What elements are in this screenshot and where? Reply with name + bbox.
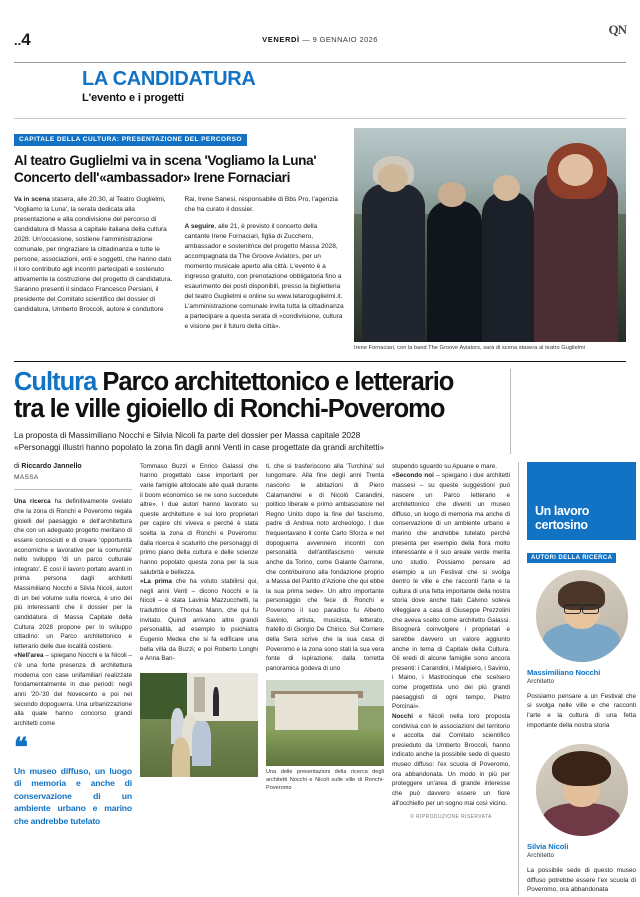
sidebar-person2-role: Architetto xyxy=(527,852,554,860)
sidebar-separator xyxy=(527,730,636,744)
col1-lead2: «Nell'area xyxy=(14,652,44,660)
article2-col4-p1: stupendo sguardo su Apuane e mare. xyxy=(392,462,498,470)
photo3-building xyxy=(275,694,358,734)
section-rule xyxy=(14,118,626,119)
article2-body-grid xyxy=(14,462,636,895)
col1-text: ha definitivamente svelato che la zona di Ronchi e Poveromo regala gioielli del paesaggio e dell'architettura che con un adeguato progetto meritano di essere conosciuti e di creare 'opportunità economiche e lavorative per la comunità' nello sviluppo 'di un parco culturale integrato'. E così il lavoro portato avanti in prima persona dagli architetti Massimiliano Nocchi e Silvia Nicoli, autori di un bel volume sulla ricerca, è uno dei più interessanti che il dossier per la candidatura di Massa Capitale della Cultura 2028 propone per lo sviluppo cittadino: un Parco architettonico e letterario delle due località costiere. xyxy=(14,498,132,650)
article2-photo-villa xyxy=(266,680,384,766)
sidebar-person2-name: Silvia Nicoli xyxy=(527,842,569,852)
photo1-figure-3 xyxy=(482,192,534,342)
photo2-person-5 xyxy=(172,737,190,777)
article2-column-3 xyxy=(266,462,384,895)
article1-body xyxy=(14,195,344,332)
article-teatro-guglielmi xyxy=(14,128,626,352)
article1-p2-lead: A seguire xyxy=(184,223,215,231)
section-title: LA CANDIDATURA xyxy=(82,68,256,90)
article2-headline xyxy=(14,369,502,422)
sidebar-person-1 xyxy=(527,570,636,730)
article2-kicker: Cultura xyxy=(14,368,97,397)
photo3-grass xyxy=(266,730,384,766)
article1-p1-lead: Va in scena xyxy=(14,196,50,204)
photo1-head-2 xyxy=(438,182,465,208)
avatar2-top xyxy=(543,803,620,836)
sidebar-tag: AUTORI DELLA RICERCA xyxy=(527,553,616,563)
article2-top-rule xyxy=(14,361,626,362)
photo1-head-4 xyxy=(558,154,593,186)
photo2-person-4 xyxy=(192,721,211,767)
rail-header-spacer xyxy=(510,369,628,453)
photo1-figure-1 xyxy=(362,184,425,342)
sidebar-person1-quote: Possiamo pensare a un Festival che si svolga nelle ville e che racconti l'arte e la cultura di una fetta importante della nostra storia xyxy=(527,692,636,729)
sidebar-person1-role: Architetto xyxy=(527,677,554,685)
avatar-massimiliano-nocchi xyxy=(536,570,628,662)
section-header xyxy=(14,63,626,110)
article1-headline-line2: Concerto dell'«ambassador» Irene Fornaciari xyxy=(14,169,291,185)
article2-column-1 xyxy=(14,462,132,895)
col4-text-c: e Nicoli nella loro proposta condivisa con le associazioni del territorio e accolta dal Comitato scientifico presieduto da Umberto Broccoli, hanno indicato anche la possibile sede di questo museo diffuso: l'ex scuola di Poveromo, ora abbandonata. Un modo in più per proteggere un'area di grande interesse che può davvero essere un fiore all'occhiello per un sogno mai così vicino. xyxy=(392,712,510,807)
byline-author: Riccardo Jannello xyxy=(21,462,82,470)
article2-col2-p2 xyxy=(140,577,258,664)
article1-tag: CAPITALE DELLA CULTURA: PRESENTAZIONE DEL PERCORSO xyxy=(14,134,247,146)
sidebar-title-box xyxy=(527,462,636,540)
photo2-door xyxy=(194,677,205,712)
sidebar-title-line2: certosino xyxy=(535,517,588,532)
article2-column-2 xyxy=(140,462,258,895)
avatar1-shirt xyxy=(543,623,620,662)
masthead-date-sep: — xyxy=(302,34,311,44)
col1-text-b: – spiegano Nocchi e la Nicoli – c'è una forte presenza di architettura moderna con case unifamiliari realizzate fondamentalmente in due periodi: negli anni '20-'30 del Novecento e poi nel secondo dopoguerra. Una urbanizzazione alla quale hanno concorso grandi architetti come xyxy=(14,652,132,727)
pullquote-text: Un museo diffuso, un luogo di memoria e anche di conservazione di un ambiente urbano e marino che andrebbe tutelato xyxy=(14,765,132,826)
article1-headline-line1: Al teatro Guglielmi va in scena 'Vogliamo la Luna' xyxy=(14,153,317,168)
sidebar-person-2 xyxy=(527,744,636,895)
article2-subhead xyxy=(14,429,502,453)
sidebar-authors xyxy=(518,462,636,895)
article2-col2-p1: Tommaso Buzzi e Enrico Galassi che hanno progettato case importanti per varie famiglie altolocate alle quali durante il boom economico se ne sono succedute altre». I due autori hanno lavorato su queste architetture e sui loro proprietari per capire chi viveva e perché è stata scelta la zona di Ronchi e Poveromo: dalla ricerca è scaturito che personaggi di primo piano della cultura e delle scienze hanno popolato questa zona per la sua salubrità e bellezza. xyxy=(140,462,258,576)
col4-text-b: – spiegano i due architetti massesi – su queste suggestioni può nascere un Parco letterario e architettonico che diventi un museo diffuso, un luogo di memoria ma anche di conservazione di un ambiente urbano e marino che andrebbe tutelato perché presenta per esempio della flora molto interessante e il suo areale verde merita uno studio. Possiamo pensare ad esempio a un Festival che si svolga dentro le ville e che racconti l'arte e la cultura di una fetta importante della nostra storia dove anche Italo Calvino soleva villeggiare a casa di Giuseppe Prezzolini che aveva scelto come architetto Galassi. Bisognerà coinvolgere i proprietari e sarebbe davvero un valore aggiunto anche in tema di Capitale della Cultura. Gli eredi di alcune famiglie sono ancora presenti: i Carandini, i Malipiero, i Savinio, i Maino, i Mastrocinque che scelsero come progettista uno dei più grandi paesaggisti di ogni tempo, Pietro Porcinai». xyxy=(392,472,510,711)
article1-p2-text: , alle 21, è previsto il concerto della cantante Irene Fornaciari, figlia di Zucchero, ambassador e sostenitrice del progetto Massa 2028, accompagnata da The Groove Aviators, per un momento musicale aperto alla città. L'evento è a ingresso gratuito, con prenotazione obbligatoria fino a esaurimento dei posti disponibili, presso la biglietteria del teatro Guglielmi e online su www.tetaroguglielmi.it. L'amministrazione comunale invita tutta la cittadinanza a partecipare a questa serata di «condivisione, cultura e visione per il futuro della città». xyxy=(184,223,344,331)
article2-subhead-line2: «Personaggi illustri hanno popolato la zona fin dagli anni Venti in case progettate da grandi architetti» xyxy=(14,442,385,453)
article2-photo-caption: Una delle presentazioni della ricerca degli architetti Nocchi e Nicoli sulle ville di Ronchi-Poveromo xyxy=(266,769,384,791)
avatar2-hair xyxy=(552,751,611,786)
folio-number: 4 xyxy=(21,29,31,49)
article2-col3-p1: ti, che si trasferiscono alla 'Turchina' sul lungomare. Alla fine degli anni Trenta nascono le abitazioni di Piero Calamandrei e di Nicolò Carandini, politico liberale e primo ambasciatore nel Regno Unito dopo la fine del fascismo, padre di Andrea noto archeologo. I due frequentavano il conte Carlo Sforza e nel dopoguerra avvennero incontri con personalità dell'antifascismo venute anche da Torino, come Galante Garrone, che contribuirono alla fondazione proprio a Massa del Partito d'Azione che qui ebbe la sua prima sede». Un altro importante personaggio che fece di Ronchi e Poveromo il suo paradiso fu Alberto Savinio, artista, musicista, letterato, fratello di Giorgio De Chirico. Sul Corriere della Sera scrive che la sua casa di Poveromo e la zona sono stati la sua vera fonte di ispirazione: dalla torretta panoramica godeva di uno xyxy=(266,462,384,672)
glasses-icon xyxy=(564,605,599,613)
article2-subhead-line1: La proposta di Massimiliano Nocchi e Silvia Nicoli fa parte del dossier per Massa capitale 2028 xyxy=(14,430,361,441)
col2-text-b: che ha voluto stabilirsi qui, negli anni Venti – dicono Nocchi e la Nicoli – è stata Lavinia Mazzucchetti, la traduttrice di Thomas Mann, che qui fu invitato. Quindi arrivano altre grandi personalità, ad esempio lo psichiatra Eugenio Medea che si fa edificare una bella villa da Buzzi; e poi Roberto Longhi e Anna Ban- xyxy=(140,578,258,663)
article2-photo-presentation xyxy=(140,673,258,777)
masthead xyxy=(14,0,626,56)
article2-headline-rest: Parco architettonico e letterario xyxy=(96,368,454,397)
byline-prefix: di xyxy=(14,462,22,470)
article1-photo-area xyxy=(354,128,626,352)
article2-columns xyxy=(14,462,510,895)
col1-lead: Una ricerca xyxy=(14,498,51,506)
byline-rule xyxy=(14,489,132,490)
article-parco-header xyxy=(14,369,626,453)
article1-paragraph-2 xyxy=(185,222,345,332)
col2-lead: «La prima xyxy=(140,578,172,586)
col4-lead: «Secondo noi xyxy=(392,472,434,480)
byline xyxy=(14,462,132,473)
article2-col1-p2 xyxy=(14,651,132,728)
quote-mark-icon: ❝ xyxy=(14,733,27,763)
copyright-notice: © RIPRODUZIONE RISERVATA xyxy=(410,814,492,821)
avatar-silvia-nicoli xyxy=(536,744,628,836)
section-subtitle: L'evento e i progetti xyxy=(82,92,184,104)
masthead-dayname: VENERDÌ xyxy=(262,34,300,44)
article2-col1-p1 xyxy=(14,497,132,651)
article1-photo xyxy=(354,128,626,342)
sidebar-person2-quote: La possibile sede di questo museo diffuso potrebbe essere l'ex scuola di Poveromo, ora abbandonata xyxy=(527,867,636,894)
masthead-date xyxy=(14,35,626,44)
article2-headline-block xyxy=(14,369,510,453)
article1-headline xyxy=(14,153,344,186)
article2-column-4 xyxy=(392,462,510,895)
photo1-head-3 xyxy=(493,175,520,201)
pullquote xyxy=(14,733,132,827)
article2-col4-p2 xyxy=(392,471,510,712)
photo2-person-standing xyxy=(213,687,219,716)
sidebar-title-line1: Un lavoro xyxy=(535,504,590,519)
article1-p1-text: stasera, alle 20.30, al Teatro Guglielmi, 'Vogliamo la Luna', la serata dedicata alla presentazione e alla condivisione del percorso di candidatura di Massa a capitale italiana della cultura 2028. Un'occasione, sostiene l'amministrazione comunale, per ringraziare la cittadinanza e tutte le persone, associazioni, enti e soggetti, che hanno dato il loro contributo agli incontri partecipati e sostenuto attivamente la costruzione del progetto di candidatura. Saranno presenti il sindaco Francesco Persiani, il presidente del Comitato scientifico del dossier di candidatura, Umberto Broccoli, autore e conduttore Rai, Irene Sanesi, responsabile di Bbs Pro, l'agenzia che ha curato il dossier. xyxy=(14,196,338,314)
article2-headline-line1 xyxy=(14,369,502,396)
article1-text-area xyxy=(14,128,344,352)
sidebar-title xyxy=(535,505,589,533)
sidebar-person1-name: Massimiliano Nocchi xyxy=(527,667,601,677)
folio-dots: .. xyxy=(14,32,22,48)
qn-logo: QN xyxy=(608,22,626,37)
article2-headline-line2: tra le ville gioiello di Ronchi-Poveromo xyxy=(14,394,445,423)
photo1-figure-2 xyxy=(427,201,481,342)
masthead-date-value: 9 GENNAIO 2026 xyxy=(312,34,378,44)
byline-place: MASSA xyxy=(14,474,39,482)
col4-lead2: Nocchi xyxy=(392,712,413,720)
article1-photo-caption: Irene Fornaciari, con la band The Groove Aviators, sarà di scena stasera al teatro Guglielmi xyxy=(354,345,586,351)
article2-col4-p3 xyxy=(392,712,510,808)
